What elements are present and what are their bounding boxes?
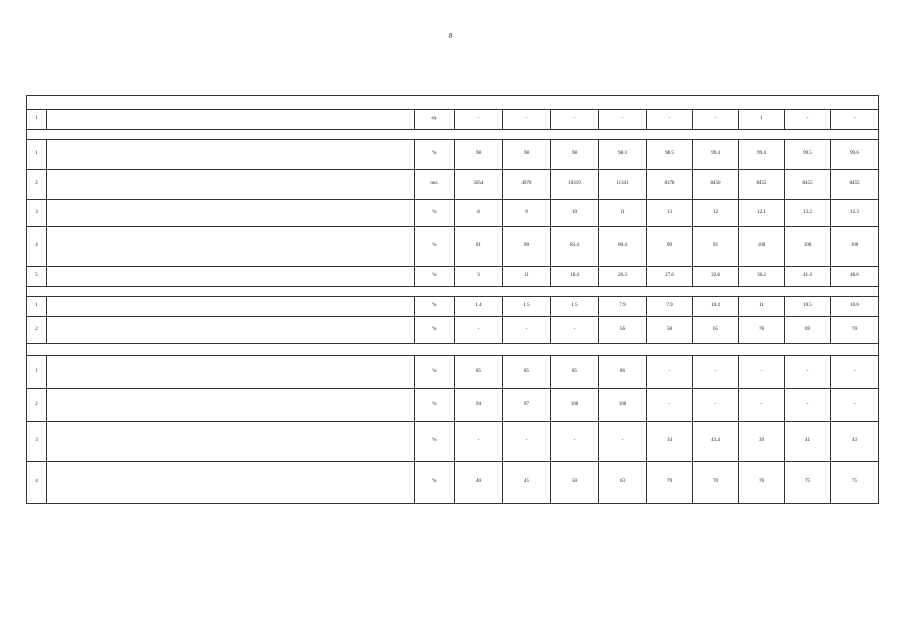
value-cell: 1.5 xyxy=(551,297,599,317)
row-description xyxy=(47,422,415,462)
row-unit: % xyxy=(415,140,455,170)
value-cell: 27.6 xyxy=(647,267,693,287)
value-cell: - xyxy=(599,422,647,462)
value-cell: 90 xyxy=(647,227,693,267)
value-cell: 8455 xyxy=(739,170,785,200)
value-cell: - xyxy=(551,110,599,130)
row-description xyxy=(47,227,415,267)
row-description xyxy=(47,297,415,317)
value-cell: - xyxy=(647,110,693,130)
table-row xyxy=(27,422,879,462)
row-number: 1 xyxy=(27,356,47,389)
row-description xyxy=(47,356,415,389)
value-cell: 100 xyxy=(739,227,785,267)
row-unit: % xyxy=(415,356,455,389)
table-row xyxy=(27,227,879,267)
value-cell: - xyxy=(785,356,831,389)
value-cell: 9 xyxy=(503,200,551,227)
value-cell: 34 xyxy=(647,422,693,462)
value-cell: 1 xyxy=(739,110,785,130)
row-description xyxy=(47,200,415,227)
value-cell: 40 xyxy=(455,462,503,504)
value-cell: 45 xyxy=(503,462,551,504)
value-cell: 99.4 xyxy=(739,140,785,170)
value-cell: 78 xyxy=(739,317,785,344)
value-cell: - xyxy=(647,356,693,389)
section-title xyxy=(27,96,879,110)
value-cell: 12.1 xyxy=(739,200,785,227)
value-cell: - xyxy=(455,110,503,130)
value-cell: 7.9 xyxy=(647,297,693,317)
value-cell: 56 xyxy=(599,317,647,344)
value-cell: 43 xyxy=(831,422,879,462)
value-cell: 69 xyxy=(785,317,831,344)
row-unit: % xyxy=(415,317,455,344)
value-cell: 10.4 xyxy=(693,297,739,317)
section-title xyxy=(27,344,879,356)
value-cell: 13 xyxy=(647,200,693,227)
section-title xyxy=(27,130,879,140)
value-cell: - xyxy=(739,389,785,422)
value-cell: 98 xyxy=(455,140,503,170)
row-unit: % xyxy=(415,389,455,422)
value-cell: 80.4 xyxy=(599,227,647,267)
section-row xyxy=(27,344,879,356)
value-cell: 43.4 xyxy=(693,422,739,462)
value-cell: 81 xyxy=(455,227,503,267)
value-cell: 10 xyxy=(551,200,599,227)
value-cell: 98.3 xyxy=(599,140,647,170)
value-cell: 7.9 xyxy=(599,297,647,317)
value-cell: 63 xyxy=(599,462,647,504)
value-cell: 10319 xyxy=(551,170,599,200)
row-description xyxy=(47,267,415,287)
row-unit: ед. xyxy=(415,110,455,130)
value-cell: 65 xyxy=(693,317,739,344)
row-unit: % xyxy=(415,462,455,504)
row-description xyxy=(47,389,415,422)
value-cell: 85 xyxy=(503,356,551,389)
row-description xyxy=(47,462,415,504)
value-cell: 98.5 xyxy=(647,140,693,170)
value-cell: 99.6 xyxy=(831,140,879,170)
row-unit: % xyxy=(415,422,455,462)
value-cell: 98 xyxy=(503,140,551,170)
value-cell: 41.4 xyxy=(785,267,831,287)
row-number: 1 xyxy=(27,140,47,170)
value-cell: 99.5 xyxy=(785,140,831,170)
table-row xyxy=(27,110,879,130)
value-cell: 99.4 xyxy=(693,140,739,170)
value-cell: 85 xyxy=(455,356,503,389)
row-unit: % xyxy=(415,227,455,267)
value-cell: 100 xyxy=(785,227,831,267)
value-cell: - xyxy=(693,356,739,389)
value-cell: 75 xyxy=(785,462,831,504)
value-cell: 1.5 xyxy=(503,297,551,317)
row-description xyxy=(47,317,415,344)
value-cell: 97 xyxy=(503,389,551,422)
value-cell: 98 xyxy=(551,140,599,170)
section-row xyxy=(27,287,879,297)
value-cell: 11 xyxy=(739,297,785,317)
value-cell: 100 xyxy=(831,227,879,267)
value-cell: 75 xyxy=(831,462,879,504)
value-cell: 83.4 xyxy=(551,227,599,267)
value-cell: - xyxy=(503,110,551,130)
value-cell: - xyxy=(831,356,879,389)
table-row xyxy=(27,462,879,504)
value-cell: - xyxy=(647,389,693,422)
value-cell: 94 xyxy=(455,389,503,422)
table-row xyxy=(27,389,879,422)
value-cell: 8455 xyxy=(785,170,831,200)
value-cell: 8 xyxy=(455,200,503,227)
value-cell: 8450 xyxy=(693,170,739,200)
value-cell: 79 xyxy=(647,462,693,504)
row-unit: % xyxy=(415,200,455,227)
value-cell: - xyxy=(831,389,879,422)
value-cell: 46.6 xyxy=(831,267,879,287)
value-cell: 41 xyxy=(785,422,831,462)
page-number: 8 xyxy=(449,32,453,40)
value-cell: 10.5 xyxy=(785,297,831,317)
table-row xyxy=(27,317,879,344)
row-number: 5 xyxy=(27,267,47,287)
value-cell: 12.2 xyxy=(785,200,831,227)
row-number: 2 xyxy=(27,170,47,200)
row-number: 1 xyxy=(27,297,47,317)
row-description xyxy=(47,170,415,200)
value-cell: - xyxy=(551,422,599,462)
value-cell: 10.6 xyxy=(831,297,879,317)
value-cell: 5054 xyxy=(455,170,503,200)
value-cell: 100 xyxy=(551,389,599,422)
value-cell: 70 xyxy=(693,462,739,504)
value-cell: 100 xyxy=(599,389,647,422)
table-row xyxy=(27,140,879,170)
row-number: 3 xyxy=(27,422,47,462)
table-row xyxy=(27,297,879,317)
value-cell: - xyxy=(785,389,831,422)
row-unit: % xyxy=(415,267,455,287)
section-title xyxy=(27,287,879,297)
value-cell: 11 xyxy=(599,200,647,227)
value-cell: 95 xyxy=(693,227,739,267)
table-row xyxy=(27,356,879,389)
value-cell: - xyxy=(785,110,831,130)
value-cell: 12.3 xyxy=(831,200,879,227)
indicators-table xyxy=(26,95,879,504)
value-cell: 86 xyxy=(599,356,647,389)
value-cell: 11 xyxy=(503,267,551,287)
value-cell: 8378 xyxy=(647,170,693,200)
value-cell: - xyxy=(455,422,503,462)
row-unit: чел. xyxy=(415,170,455,200)
value-cell: 3 xyxy=(455,267,503,287)
value-cell: 39 xyxy=(739,422,785,462)
value-cell: - xyxy=(831,110,879,130)
value-cell: 58 xyxy=(647,317,693,344)
row-number: 1 xyxy=(27,110,47,130)
value-cell: 36.2 xyxy=(739,267,785,287)
value-cell: 50 xyxy=(551,462,599,504)
value-cell: 18.4 xyxy=(551,267,599,287)
row-description xyxy=(47,140,415,170)
value-cell: - xyxy=(503,422,551,462)
value-cell: - xyxy=(739,356,785,389)
row-unit: % xyxy=(415,297,455,317)
value-cell: 85 xyxy=(551,356,599,389)
value-cell: 4970 xyxy=(503,170,551,200)
value-cell: 11341 xyxy=(599,170,647,200)
table-row xyxy=(27,170,879,200)
table-row xyxy=(27,200,879,227)
value-cell: - xyxy=(503,317,551,344)
value-cell: - xyxy=(551,317,599,344)
row-number: 3 xyxy=(27,200,47,227)
value-cell: 32.8 xyxy=(693,267,739,287)
value-cell: 70 xyxy=(831,317,879,344)
row-number: 2 xyxy=(27,317,47,344)
table-body xyxy=(27,96,879,504)
value-cell: 70 xyxy=(739,462,785,504)
section-row xyxy=(27,96,879,110)
value-cell: 8455 xyxy=(831,170,879,200)
table-row xyxy=(27,267,879,287)
row-number: 4 xyxy=(27,462,47,504)
value-cell: - xyxy=(693,389,739,422)
value-cell: - xyxy=(455,317,503,344)
value-cell: - xyxy=(693,110,739,130)
value-cell: - xyxy=(599,110,647,130)
section-row xyxy=(27,130,879,140)
value-cell: 1.4 xyxy=(455,297,503,317)
value-cell: 90 xyxy=(503,227,551,267)
row-description xyxy=(47,110,415,130)
value-cell: 12 xyxy=(693,200,739,227)
row-number: 2 xyxy=(27,389,47,422)
row-number: 4 xyxy=(27,227,47,267)
value-cell: 26.3 xyxy=(599,267,647,287)
